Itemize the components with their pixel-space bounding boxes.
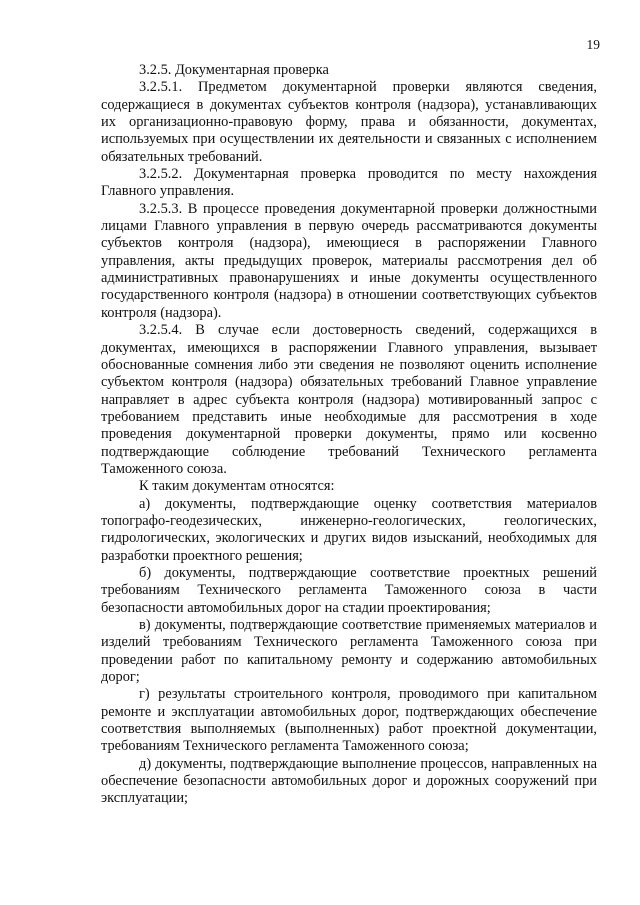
section-heading-3-2-5: 3.2.5. Документарная проверка	[139, 62, 329, 78]
list-item-b: б) документы, подтверждающие соответствие проектных решений требованиям Технического регламента Таможенного союза в части безопасности автомобильных дорог на стадии проектирования;	[101, 564, 597, 616]
list-item-d: д) документы, подтверждающие выполнение процессов, направленных на обеспечение безопасности автомобильных дорог и дорожных сооружений при эксплуатации;	[101, 755, 597, 807]
list-item-a: а) документы, подтверждающие оценку соответствия материалов топографо-геодезических, инженерно-геологических, геологических, гидрологических, экологических и других видов изысканий, необходимых для разработки проектного решения;	[101, 495, 597, 564]
document-body	[101, 62, 597, 808]
paragraph-3-2-5-3: 3.2.5.3. В процессе проведения документарной проверки должностными лицами Главного управления в первую очередь рассматриваются документы субъектов контроля (надзора), имеющиеся в распоряжении Главного управления, акты предыдущих проверок, материалы рассмотрения дел об административных правонарушениях и иные документы осуществленного государственного контроля (надзора) в отношении соответствующих субъектов контроля (надзора).	[101, 200, 597, 321]
paragraph-3-2-5-2: 3.2.5.2. Документарная проверка проводится по месту нахождения Главного управления.	[101, 166, 597, 200]
page-number: 19	[586, 37, 600, 52]
paragraph-3-2-5-1: 3.2.5.1. Предметом документарной проверки являются сведения, содержащиеся в документах субъектов контроля (надзора), устанавливающих их организационно-правовую форму, права и обязанности, документах, используемых при осуществлении их деятельности и связанных с исполнением обязательных требований.	[101, 79, 597, 165]
list-item-v: в) документы, подтверждающие соответствие применяемых материалов и изделий требованиям Технического регламента Таможенного союза при проведении работ по капитальному ремонту и содержанию автомобильных дорог;	[101, 617, 597, 686]
list-item-g: г) результаты строительного контроля, проводимого при капитальном ремонте и эксплуатации автомобильных дорог, подтверждающих обеспечение соответствия выполняемых (выполненных) работ проектной документации, требованиям Технического регламента Таможенного союза;	[101, 686, 597, 755]
list-intro: К таким документам относятся:	[139, 478, 335, 495]
paragraph-3-2-5-4: 3.2.5.4. В случае если достоверность сведений, содержащихся в документах, имеющихся в распоряжении Главного управления, вызывает обоснованные сомнения либо эти сведения не позволяют оценить исполнение субъектом контроля (надзора) обязательных требований Главное управление направляет в адрес субъекта контроля (надзора) мотивированный запрос с требованием представить иные необходимые для рассмотрения в ходе проведения документарной проверки документы, прямо или косвенно подтверждающие соблюдение требований Технического регламента Таможенного союза.	[101, 322, 597, 477]
